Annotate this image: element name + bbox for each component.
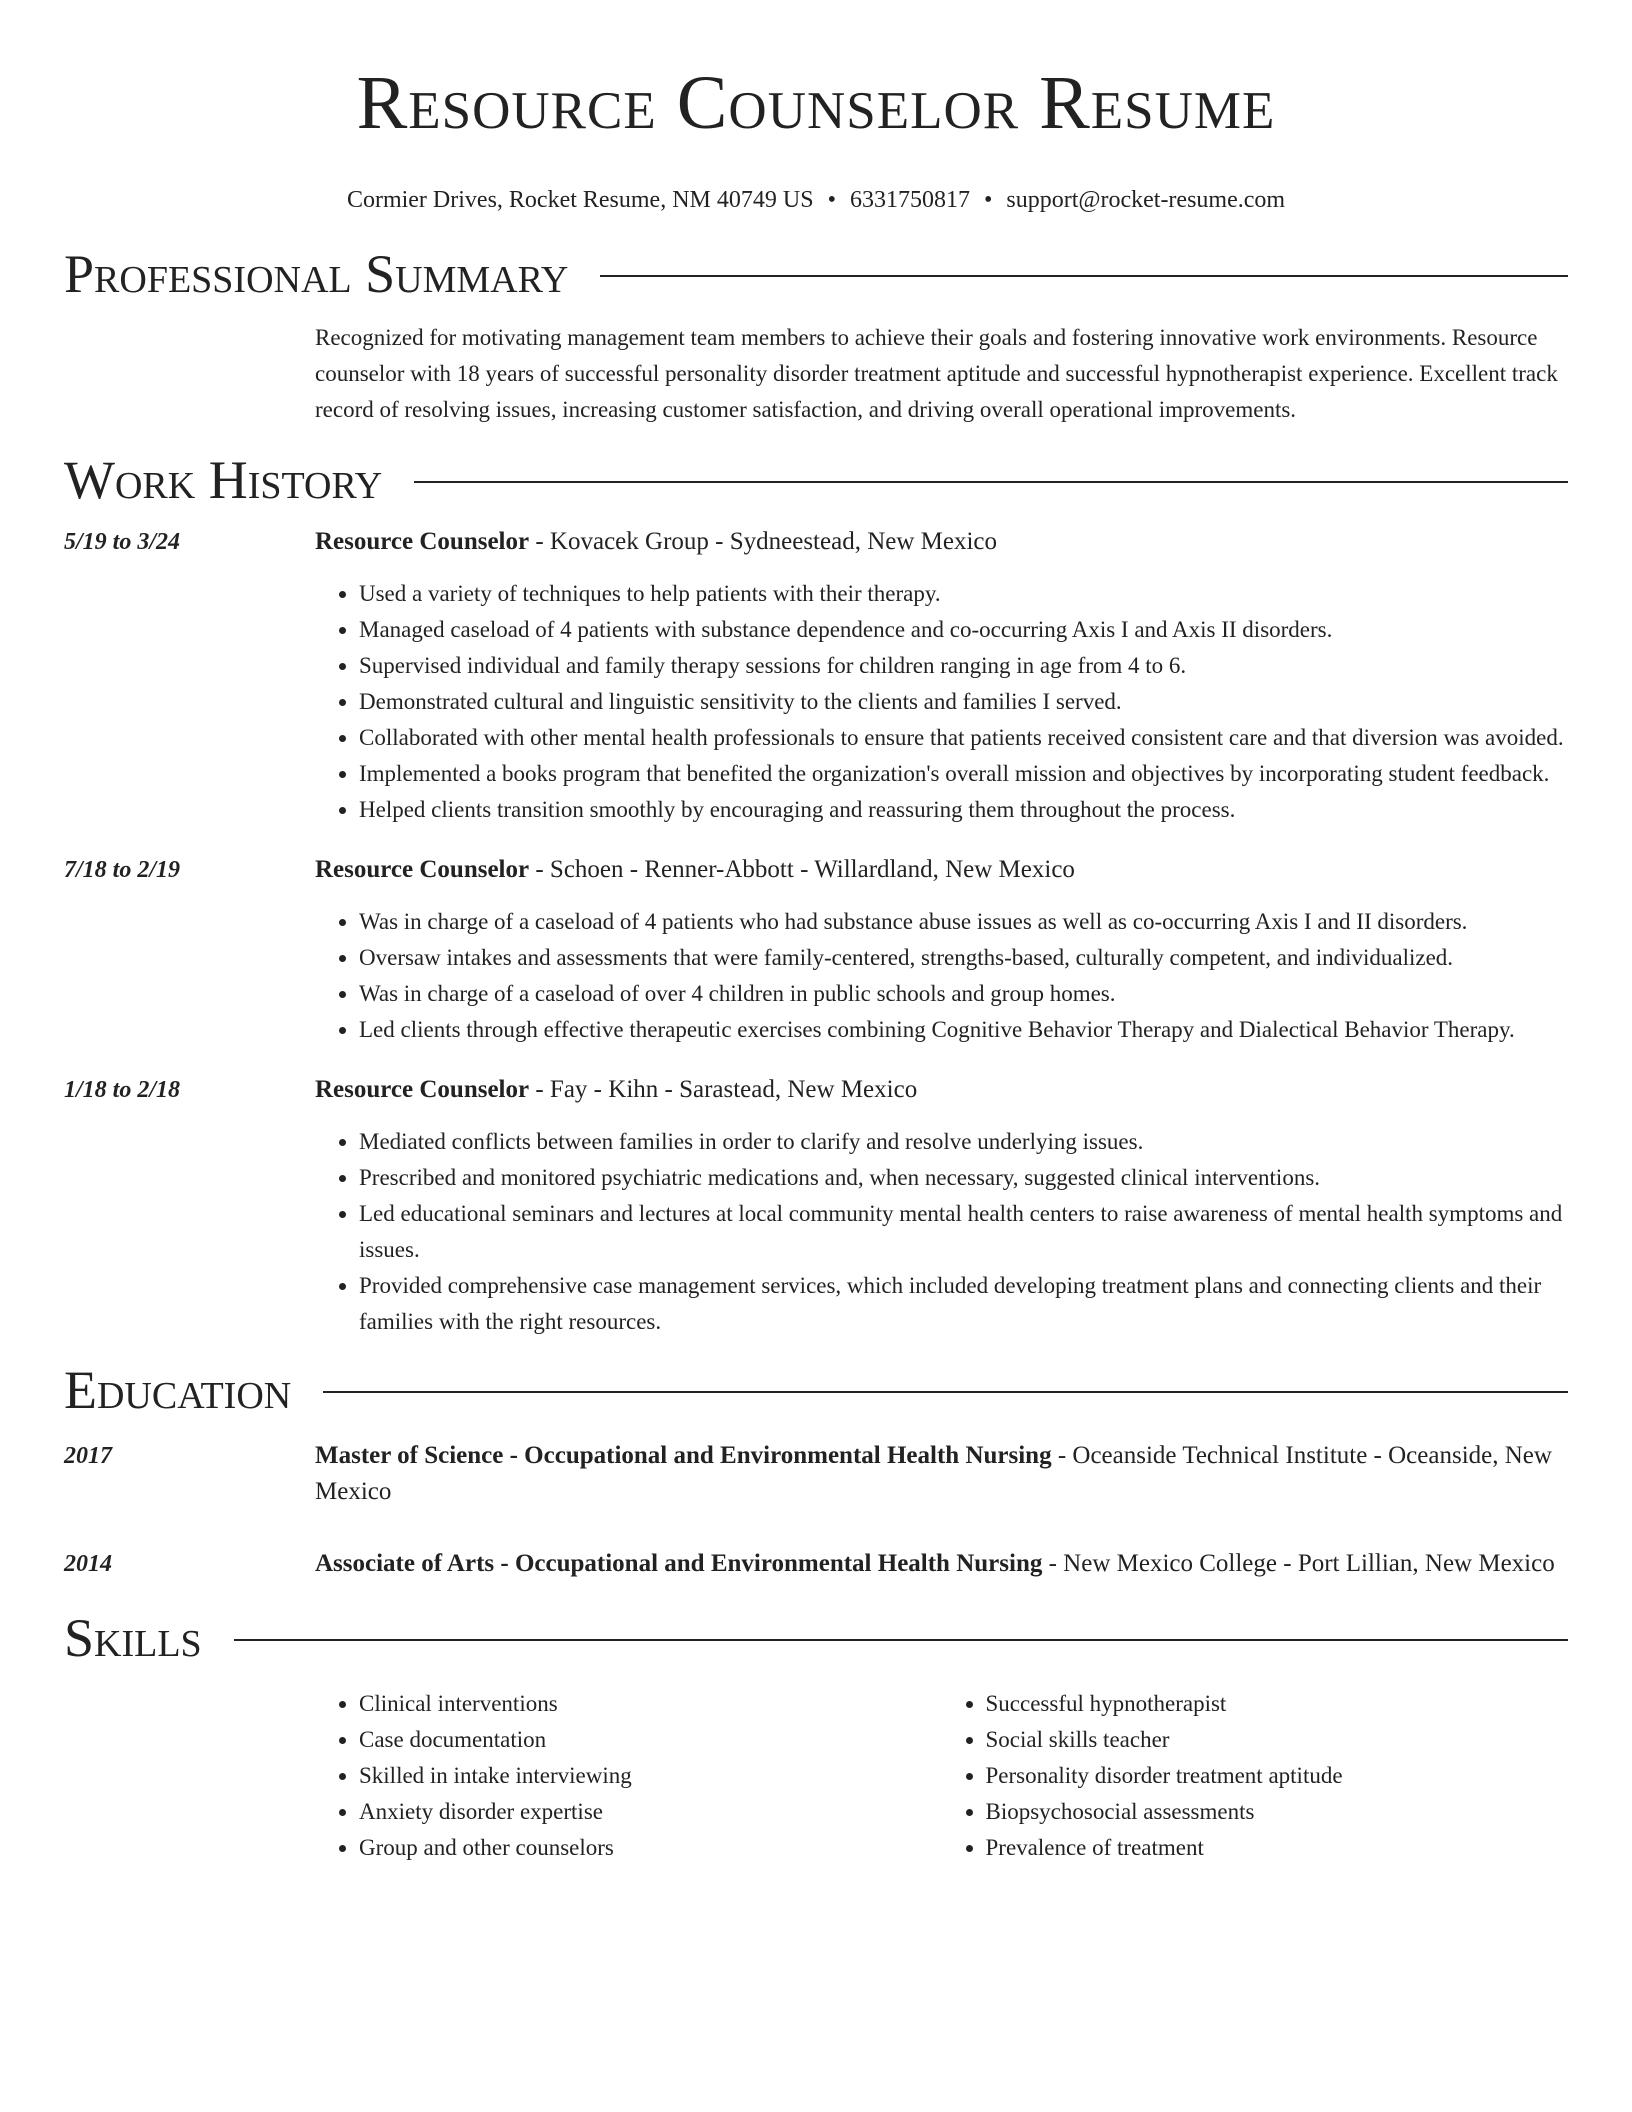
job-details: - Kovacek Group - Sydneestead, New Mexico [529, 528, 998, 555]
job-bullet: • Implemented a books program that benefited the organization's overall mission and objectives by incorporating student feedback. [359, 756, 1568, 792]
education-header [64, 1360, 1568, 1420]
skill-item: • Skilled in intake interviewing [359, 1758, 942, 1794]
education-degree: Master of Science - Occupational and Environmental Health Nursing [315, 1442, 1052, 1469]
job-bullet: • Demonstrated cultural and linguistic sensitivity to the clients and families I served. [359, 684, 1568, 720]
skills-column-left [315, 1686, 942, 1866]
skill-item: • Clinical interventions [359, 1686, 942, 1722]
skill-item: • Anxiety disorder expertise [359, 1794, 942, 1830]
job-bullet: • Prescribed and monitored psychiatric medications and, when necessary, suggested clinical interventions. [359, 1160, 1568, 1196]
job-bullet: • Supervised individual and family therapy sessions for children ranging in age from 4 to 6. [359, 648, 1568, 684]
education-year: 2014 [64, 1551, 112, 1577]
job-header [315, 1072, 1568, 1108]
job-header [315, 524, 1568, 560]
job-title: Resource Counselor [315, 856, 530, 883]
job-dates: 7/18 to 2/19 [64, 857, 181, 883]
job-list [64, 524, 1568, 1340]
job-entry [64, 852, 1568, 1048]
job-dates: 5/19 to 3/24 [64, 529, 181, 555]
job-bullet: • Was in charge of a caseload of over 4 children in public schools and group homes. [359, 976, 1568, 1012]
skill-item: • Personality disorder treatment aptitude [986, 1758, 1569, 1794]
job-bullet: • Helped clients transition smoothly by encouraging and reassuring them throughout the process. [359, 792, 1568, 828]
job-details: - Fay - Kihn - Sarastead, New Mexico [529, 1076, 918, 1103]
skill-item: • Social skills teacher [986, 1722, 1569, 1758]
job-bullet: • Used a variety of techniques to help patients with their therapy. [359, 576, 1568, 612]
job-bullet: • Was in charge of a caseload of 4 patients who had substance abuse issues as well as co-occurring Axis I and II disorders. [359, 904, 1568, 940]
skills-section [64, 1608, 1568, 1866]
education-details: - Oceanside Technical Institute - Oceanside, New Mexico [315, 1442, 1552, 1505]
job-dates: 1/18 to 2/18 [64, 1077, 181, 1103]
section-title: Skills [64, 1608, 202, 1668]
job-entry [64, 524, 1568, 828]
skill-item: • Prevalence of treatment [986, 1830, 1569, 1866]
job-bullet: • Led educational seminars and lectures at local community mental health centers to raise awareness of mental health symptoms and issues. [359, 1196, 1568, 1268]
job-title: Resource Counselor [315, 1076, 530, 1103]
education-entry [64, 1438, 1568, 1510]
skill-item: • Biopsychosocial assessments [986, 1794, 1569, 1830]
job-bullets [315, 576, 1568, 828]
section-title: Work History [64, 450, 383, 510]
summary-spacer [64, 320, 315, 428]
job-bullet: • Oversaw intakes and assessments that were family-centered, strengths-based, culturally competent, and individualized. [359, 940, 1568, 976]
contact-phone: 6331750817 [849, 187, 970, 213]
education-entry [64, 1546, 1568, 1582]
education-details: - New Mexico College - Port Lillian, New Mexico [1042, 1550, 1555, 1577]
contact-separator: • [983, 187, 993, 213]
skills-grid [315, 1686, 1568, 1866]
job-bullets [315, 904, 1568, 1048]
contact-address: Cormier Drives, Rocket Resume, NM 40749 US [346, 187, 814, 213]
section-rule [234, 1639, 1568, 1641]
job-bullet: • Mediated conflicts between families in order to clarify and resolve underlying issues. [359, 1124, 1568, 1160]
contact-email[interactable]: support@rocket-resume.com [1006, 187, 1286, 213]
section-title: Education [64, 1360, 292, 1420]
section-rule [600, 275, 1568, 277]
job-bullet: • Led clients through effective therapeutic exercises combining Cognitive Behavior Therapy and Dialectical Behavior Therapy. [359, 1012, 1568, 1048]
skill-item: • Case documentation [359, 1722, 942, 1758]
job-bullet: • Managed caseload of 4 patients with substance dependence and co-occurring Axis I and Axis II disorders. [359, 612, 1568, 648]
resume-title: Resource Counselor Resume [356, 61, 1276, 145]
education-degree: Associate of Arts - Occupational and Environmental Health Nursing [315, 1550, 1043, 1577]
skill-item: • Successful hypnotherapist [986, 1686, 1569, 1722]
section-rule [323, 1391, 1568, 1393]
summary-header [64, 244, 1568, 304]
summary-text: Recognized for motivating management team members to achieve their goals and fostering innovative work environments. Resource counselor with 18 years of successful personality disorder treatment aptitude and successful hypnotherapist experience. Excellent track record of resolving issues, increasing customer satisfaction, and driving overall operational improvements. [315, 325, 1558, 422]
work-header [64, 450, 1568, 510]
skills-column-right [942, 1686, 1569, 1866]
section-rule [414, 481, 1568, 483]
contact-separator: • [827, 187, 836, 213]
job-bullets [315, 1124, 1568, 1340]
skills-header [64, 1608, 1568, 1668]
skills-spacer [64, 1686, 315, 1866]
work-section [64, 450, 1568, 1340]
job-bullet: • Collaborated with other mental health professionals to ensure that patients received consistent care and that diversion was avoided. [359, 720, 1568, 756]
education-year: 2017 [64, 1443, 112, 1469]
job-bullet: • Provided comprehensive case management services, which included developing treatment plans and connecting clients and their families with the right resources. [359, 1268, 1568, 1340]
job-details: - Schoen - Renner-Abbott - Willardland, New Mexico [529, 856, 1075, 883]
job-header [315, 852, 1568, 888]
section-title: Professional Summary [64, 244, 569, 304]
job-entry [64, 1072, 1568, 1340]
summary-section [64, 244, 1568, 428]
skill-item: • Group and other counselors [359, 1830, 942, 1866]
education-section [64, 1360, 1568, 1582]
job-title: Resource Counselor [315, 528, 530, 555]
contact-line [64, 184, 1568, 216]
